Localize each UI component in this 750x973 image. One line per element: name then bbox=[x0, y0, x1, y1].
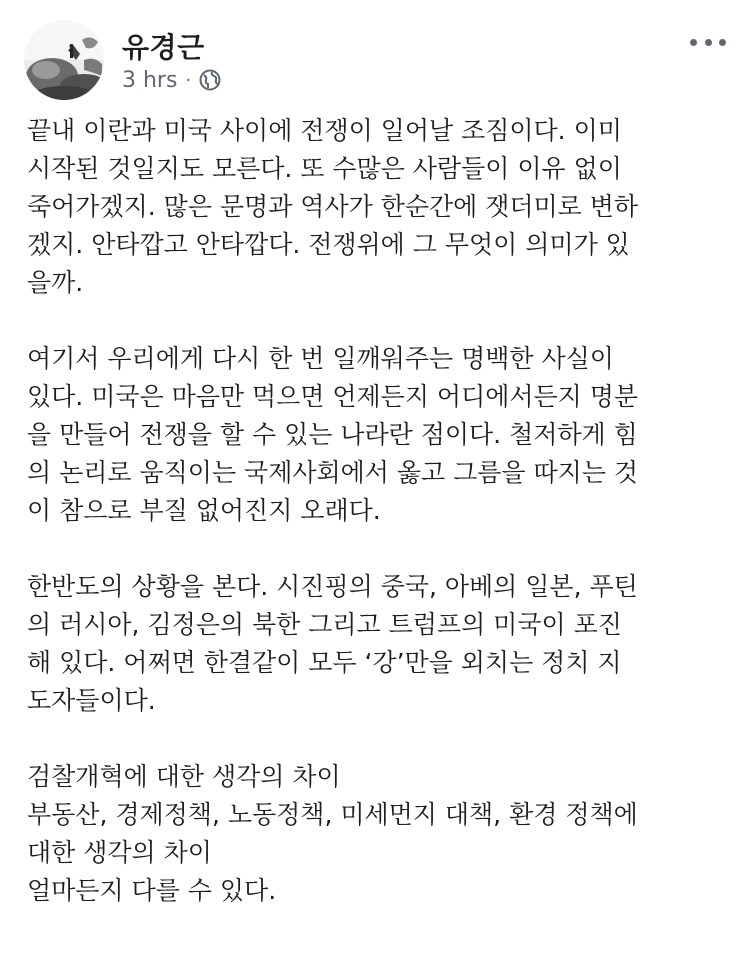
post-text-line: 시작된 것일지도 모른다. 또 수많은 사람들이 이유 없이 bbox=[27, 154, 622, 183]
avatar[interactable] bbox=[24, 20, 104, 100]
paragraph-gap bbox=[27, 530, 727, 568]
post-text-line: 끝내 이란과 미국 사이에 전쟁이 일어날 조짐이다. 이미 bbox=[27, 116, 622, 145]
more-dot-icon bbox=[705, 39, 712, 46]
author-name[interactable]: 유경근 bbox=[122, 31, 205, 64]
post-text-line: 을 만들어 전쟁을 할 수 있는 나라란 점이다. 철저하게 힘 bbox=[27, 420, 638, 449]
post-text-line: 을까. bbox=[27, 268, 84, 297]
meta-separator: · bbox=[185, 69, 192, 91]
post-text-line: 해 있다. 어쩌면 한결같이 모두 ‘강’만을 외치는 정치 지 bbox=[27, 648, 622, 677]
more-options-button[interactable] bbox=[690, 32, 726, 52]
post-text-line: 부동산, 경제정책, 노동정책, 미세먼지 대책, 환경 정책에 bbox=[27, 800, 638, 829]
more-dot-icon bbox=[690, 39, 697, 46]
post-text-line: 얼마든지 다를 수 있다. bbox=[27, 876, 277, 905]
post-meta bbox=[122, 66, 221, 94]
post-text-line: 검찰개혁에 대한 생각의 차이 bbox=[27, 762, 341, 791]
more-dot-icon bbox=[719, 39, 726, 46]
post-text-line: 한반도의 상황을 본다. 시진핑의 중국, 아베의 일본, 푸틴 bbox=[27, 572, 638, 601]
post-body bbox=[27, 112, 727, 910]
post-text-line: 대한 생각의 차이 bbox=[27, 838, 212, 867]
avatar-photo bbox=[24, 20, 104, 100]
post-text-line: 있다. 미국은 마음만 먹으면 언제든지 어디에서든지 명분 bbox=[27, 382, 639, 411]
post-text-line: 도자들이다. bbox=[27, 686, 156, 715]
post-header bbox=[24, 20, 726, 100]
post-timestamp[interactable]: 3 hrs bbox=[122, 67, 178, 93]
post-text-line: 의 러시아, 김정은의 북한 그리고 트럼프의 미국이 포진 bbox=[27, 610, 622, 639]
post-text-line: 여기서 우리에게 다시 한 번 일깨워주는 명백한 사실이 bbox=[27, 344, 614, 373]
post-text-line: 이 참으로 부질 없어진지 오래다. bbox=[27, 496, 381, 525]
paragraph-gap bbox=[27, 302, 727, 340]
post-text-line: 의 논리로 움직이는 국제사회에서 옳고 그름을 따지는 것 bbox=[27, 458, 639, 487]
paragraph-gap bbox=[27, 720, 727, 758]
globe-icon[interactable] bbox=[199, 69, 221, 91]
post-text-line: 겠지. 안타깝고 안타깝다. 전쟁위에 그 무엇이 의미가 있 bbox=[27, 230, 630, 259]
post-text-line: 죽어가겠지. 많은 문명과 역사가 한순간에 잿더미로 변하 bbox=[27, 192, 639, 221]
